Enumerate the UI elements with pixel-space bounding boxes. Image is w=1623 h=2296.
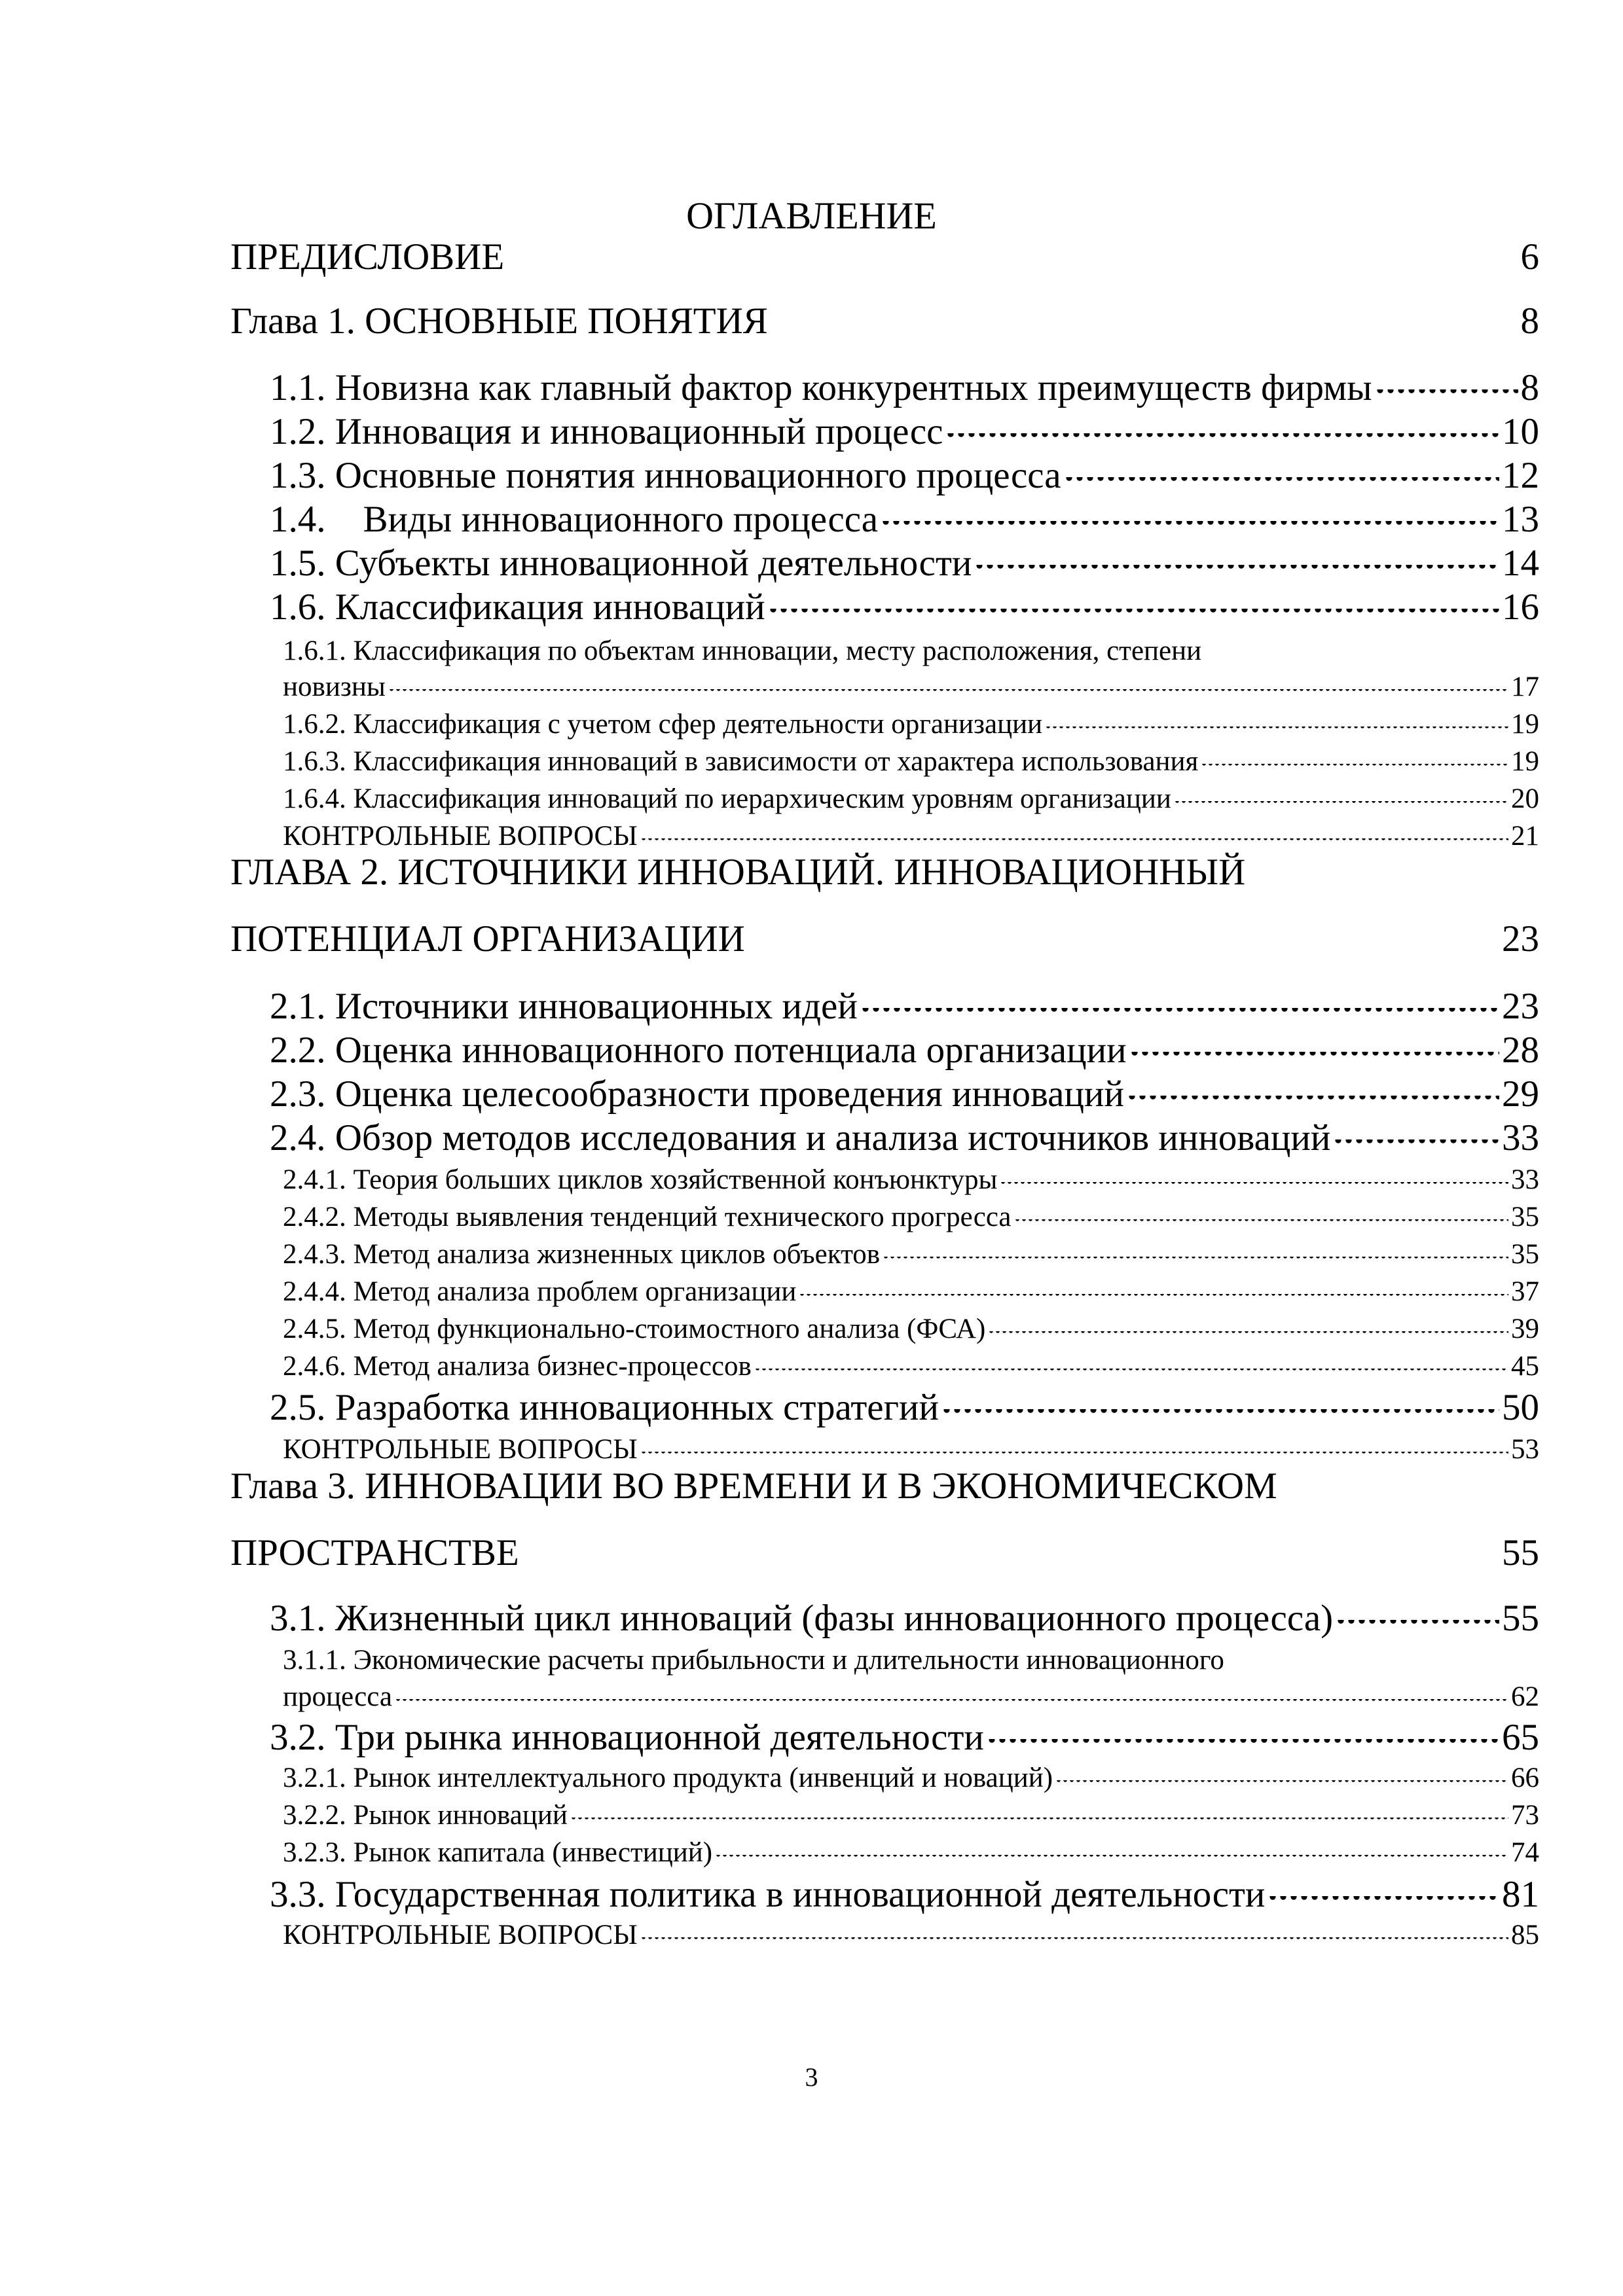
toc-leader-dots (1267, 1896, 1499, 1907)
toc-entry-3-2-3[interactable] (283, 1837, 1539, 1869)
toc-label: 2.4.6. Метод анализа бизнес-процессов (283, 1351, 752, 1382)
toc-label: 2.4.1. Теория больших циклов хозяйственной конъюнктуры (283, 1164, 998, 1195)
toc-leader-dots (640, 838, 1508, 845)
toc-page: 12 (1502, 455, 1539, 496)
toc-label: процесса (283, 1681, 392, 1712)
toc-leader-dots (881, 521, 1499, 531)
toc-page: 21 (1511, 821, 1539, 852)
toc-entry-chapter-2[interactable] (230, 918, 1539, 960)
toc-label: 3.2.3. Рынок капитала (инвестиций) (283, 1837, 713, 1868)
toc-entry-1-6-2[interactable] (283, 708, 1539, 740)
toc-label: ПРЕДИСЛОВИЕ (230, 236, 505, 278)
toc-entry-3-2-2[interactable] (283, 1799, 1539, 1831)
toc-entry-1-3[interactable] (270, 454, 1539, 497)
toc-leader-dots (1129, 1052, 1499, 1062)
toc-leader-dots (988, 1331, 1508, 1338)
toc-leader-dots (768, 609, 1499, 619)
toc-page: 66 (1511, 1763, 1539, 1793)
toc-page: 55 (1502, 1598, 1539, 1639)
toc-page: 8 (1520, 367, 1539, 408)
toc-page: 33 (1511, 1164, 1539, 1195)
toc-page: 16 (1502, 586, 1539, 628)
toc-page: 65 (1502, 1717, 1539, 1758)
toc-label: 3.2.1. Рынок интеллектуального продукта (инвенций и новаций) (283, 1763, 1053, 1793)
toc-label: 1.6.4. Классификация инноваций по иерархическим уровням организации (283, 783, 1171, 814)
toc-page: 55 (1502, 1532, 1539, 1573)
toc-label: 2.4.5. Метод функционально-стоимостного анализа (ФСА) (283, 1314, 986, 1344)
toc-entry-2-4-5[interactable] (283, 1313, 1539, 1345)
toc-label: 2.4.4. Метод анализа проблем организации (283, 1276, 797, 1307)
toc-entry-2-4-2[interactable] (283, 1201, 1539, 1233)
toc-entry-questions-1[interactable] (283, 820, 1539, 852)
toc-page: 85 (1511, 1920, 1539, 1950)
toc-entry-chapter-3[interactable] (230, 1532, 1539, 1574)
toc-label: КОНТРОЛЬНЫЕ ВОПРОСЫ (283, 1434, 638, 1465)
toc-label: 1.6.3. Классификация инноваций в зависимости от характера использования (283, 746, 1199, 777)
toc-label: 2.4.2. Методы выявления тенденций технического прогресса (283, 1202, 1012, 1232)
toc-page: 20 (1511, 783, 1539, 814)
toc-leader-dots (1333, 1139, 1499, 1150)
toc-leader-dots (1045, 726, 1508, 733)
toc-leader-dots (754, 1369, 1508, 1375)
toc-entry-3-2[interactable] (270, 1716, 1539, 1759)
toc-label: 2.2. Оценка инновационного потенциала организации (270, 1030, 1127, 1071)
toc-page: 62 (1511, 1681, 1539, 1712)
toc-entry-2-3[interactable] (270, 1073, 1539, 1115)
toc-label: Глава 1. ОСНОВНЫЕ ПОНЯТИЯ (230, 300, 768, 342)
toc-label: 3.2. Три рынка инновационной деятельности (270, 1717, 984, 1758)
toc-leader-dots (1127, 1096, 1499, 1106)
toc-label: 1.1. Новизна как главный фактор конкурентных преимуществ фирмы (270, 367, 1372, 408)
toc-leader-dots (1055, 1780, 1508, 1787)
toc-page: 28 (1502, 1030, 1539, 1071)
toc-leader-dots (1174, 801, 1508, 808)
page-number: 3 (805, 2062, 818, 2092)
toc-label: новизны (283, 672, 386, 702)
toc-entry-2-4-6[interactable] (283, 1350, 1539, 1382)
toc-entry-2-4-3[interactable] (283, 1238, 1539, 1270)
toc-label: КОНТРОЛЬНЫЕ ВОПРОСЫ (283, 1920, 638, 1950)
toc-page: 8 (1520, 300, 1539, 342)
toc-label: 2.3. Оценка целесообразности проведения инноваций (270, 1073, 1124, 1115)
toc-leader-dots (640, 1452, 1508, 1458)
toc-leader-dots (395, 1699, 1508, 1706)
toc-leader-dots (945, 433, 1499, 444)
toc-label: 2.4. Обзор методов исследования и анализа источников инноваций (270, 1117, 1331, 1158)
toc-label: 1.6.2. Классификация с учетом сфер деятельности организации (283, 709, 1043, 740)
toc-label: 1.3. Основные понятия инновационного процесса (270, 455, 1061, 496)
toc-page: 39 (1511, 1314, 1539, 1344)
toc-page: 73 (1511, 1800, 1539, 1831)
toc-leader-dots (1014, 1219, 1508, 1226)
toc-leader-dots (715, 1855, 1508, 1861)
toc-entry-1-2[interactable] (270, 410, 1539, 453)
toc-page: 10 (1502, 411, 1539, 452)
toc-page: 35 (1511, 1239, 1539, 1270)
toc-entry-2-4-1[interactable] (283, 1164, 1539, 1196)
toc-leader-dots (640, 1937, 1508, 1944)
toc-leader-dots (974, 565, 1499, 575)
toc-entry-chapter-2-line1[interactable]: ГЛАВА 2. ИСТОЧНИКИ ИННОВАЦИЙ. ИННОВАЦИОННЫЙ (230, 852, 1246, 893)
toc-leader-dots (1000, 1182, 1508, 1189)
toc-leader-dots (1336, 1620, 1499, 1630)
toc-leader-dots (883, 1257, 1508, 1263)
toc-entry-1-6-1-line1[interactable]: 1.6.1. Классификация по объектам инновации, месту расположения, степени (283, 636, 1202, 666)
toc-entry-2-4-4[interactable] (283, 1276, 1539, 1308)
toc-page: 23 (1502, 986, 1539, 1027)
toc-entry-1-5[interactable] (270, 542, 1539, 584)
toc-page: 6 (1520, 236, 1539, 278)
toc-page: 14 (1502, 543, 1539, 584)
toc-entry-questions-3[interactable] (283, 1919, 1539, 1951)
toc-leader-dots (388, 689, 1508, 696)
toc-entry-3-1-1-line1[interactable]: 3.1.1. Экономические расчеты прибыльности и длительности инновационного (283, 1645, 1224, 1676)
toc-entry-1-6-4[interactable] (283, 783, 1539, 815)
toc-page: 35 (1511, 1202, 1539, 1232)
toc-leader-dots (987, 1739, 1499, 1749)
toc-label: 3.1. Жизненный цикл инноваций (фазы инновационного процесса) (270, 1598, 1334, 1639)
toc-page: 45 (1511, 1351, 1539, 1382)
toc-label: 1.6. Классификация инноваций (270, 586, 765, 628)
toc-page: 37 (1511, 1276, 1539, 1307)
toc-leader-dots (799, 1294, 1508, 1300)
toc-entry-2-4[interactable] (270, 1117, 1539, 1159)
toc-label: ПРОСТРАНСТВЕ (230, 1532, 519, 1573)
toc-label: КОНТРОЛЬНЫЕ ВОПРОСЫ (283, 821, 638, 852)
toc-entry-1-6-1[interactable] (283, 671, 1539, 703)
toc-entry-chapter-3-line1[interactable]: Глава 3. ИННОВАЦИИ ВО ВРЕМЕНИ И В ЭКОНОМИЧЕСКОМ (230, 1465, 1277, 1507)
toc-entry-2-2[interactable] (270, 1029, 1539, 1071)
toc-page: 13 (1502, 499, 1539, 540)
toc-page: 17 (1511, 672, 1539, 702)
toc-page: 53 (1511, 1434, 1539, 1465)
page-title: ОГЛАВЛЕНИЕ (686, 194, 937, 237)
toc-entry-3-3[interactable] (270, 1873, 1539, 1916)
toc-page: 23 (1502, 918, 1539, 960)
toc-label: 3.3. Государственная политика в инновационной деятельности (270, 1874, 1266, 1915)
toc-label: 1.5. Субъекты инновационной деятельности (270, 543, 972, 584)
toc-leader-dots (1064, 477, 1499, 488)
toc-leader-dots (1201, 764, 1508, 770)
toc-entry-3-2-1[interactable] (283, 1762, 1539, 1794)
toc-label: 2.4.3. Метод анализа жизненных циклов объектов (283, 1239, 881, 1270)
toc-label: 3.2.2. Рынок инноваций (283, 1800, 568, 1831)
toc-label: 2.1. Источники инновационных идей (270, 986, 858, 1027)
toc-leader-dots (860, 1008, 1499, 1018)
toc-page: 29 (1502, 1073, 1539, 1115)
toc-entry-3-1-1[interactable] (283, 1681, 1539, 1713)
toc-entry-1-1[interactable] (270, 367, 1539, 409)
toc-entry-preface[interactable] (230, 236, 1539, 278)
toc-leader-dots (941, 1409, 1499, 1420)
toc-label: ПОТЕНЦИАЛ ОРГАНИЗАЦИИ (230, 918, 745, 960)
toc-page: 33 (1502, 1117, 1539, 1158)
toc-page: 50 (1502, 1387, 1539, 1428)
toc-entry-2-1[interactable] (270, 985, 1539, 1028)
toc-entry-2-5[interactable] (270, 1386, 1539, 1429)
toc-entry-3-1[interactable] (270, 1597, 1539, 1640)
toc-label: 1.2. Инновация и инновационный процесс (270, 411, 943, 452)
toc-page: 19 (1511, 746, 1539, 777)
toc-entry-chapter-1[interactable] (230, 300, 1539, 342)
toc-entry-questions-2[interactable] (283, 1433, 1539, 1465)
toc-entry-1-6-3[interactable] (283, 745, 1539, 778)
toc-entry-1-4[interactable] (270, 498, 1539, 541)
toc-page: 19 (1511, 709, 1539, 740)
toc-page: 81 (1502, 1874, 1539, 1915)
toc-entry-1-6[interactable] (270, 586, 1539, 628)
toc-page: 74 (1511, 1837, 1539, 1868)
toc-label: 1.4. Виды инновационного процесса (270, 499, 879, 540)
toc-label: 2.5. Разработка инновационных стратегий (270, 1387, 939, 1428)
toc-leader-dots (570, 1818, 1508, 1824)
toc-leader-dots (1375, 389, 1518, 400)
